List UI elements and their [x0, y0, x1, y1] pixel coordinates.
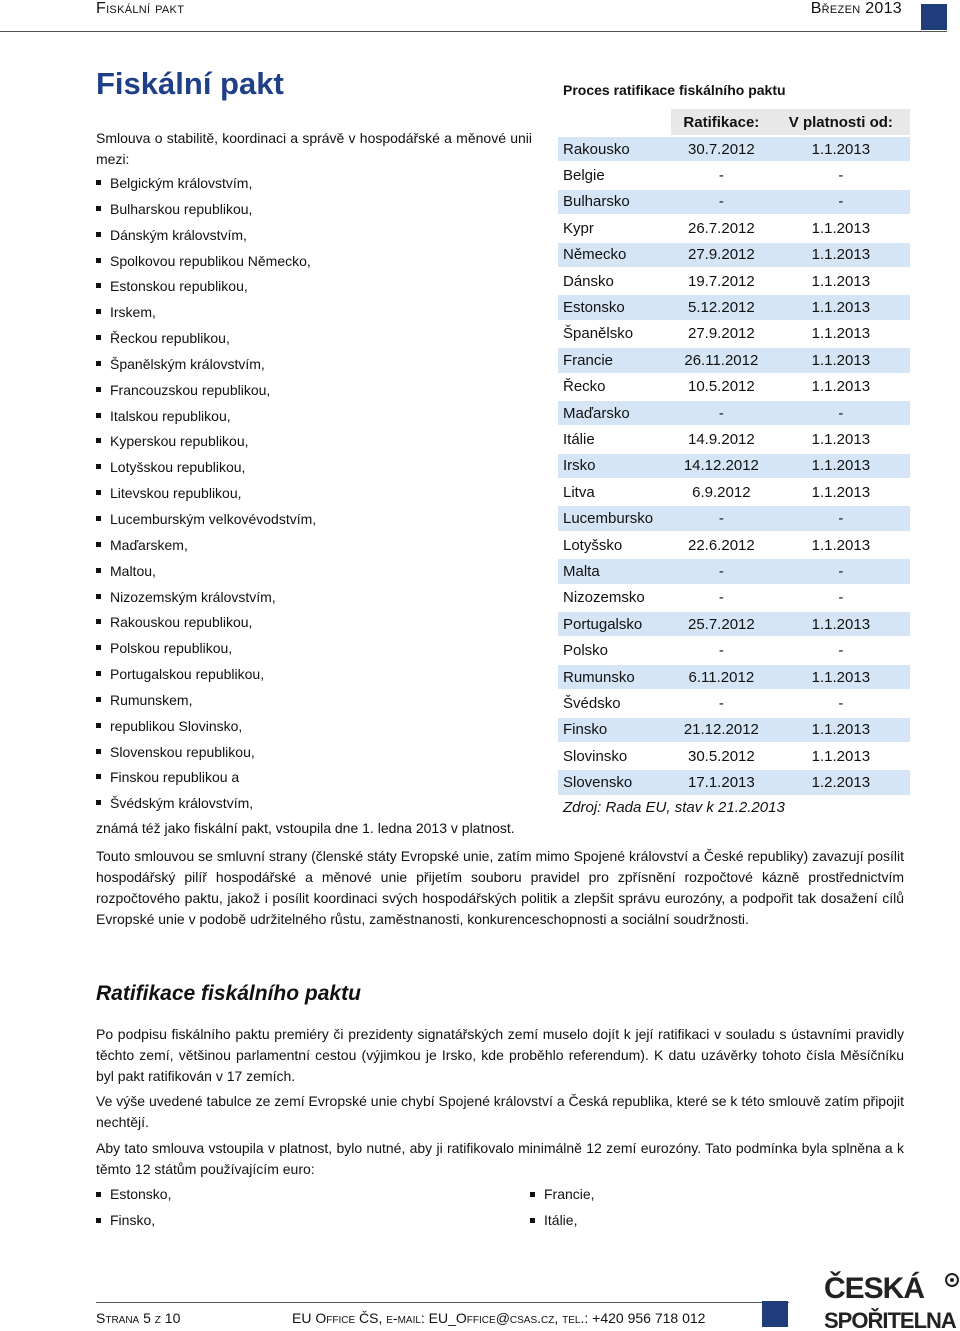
list-item-text: republikou Slovinsko,	[110, 717, 243, 734]
country-cell: Rumunsko	[558, 663, 671, 689]
bullet-icon	[96, 387, 101, 392]
list-item	[96, 611, 536, 637]
table-row	[558, 689, 910, 715]
list-item-text: Belgickým královstvím,	[110, 175, 253, 191]
list-item-text: Estonskou republikou,	[110, 278, 248, 295]
valid-from-cell: 1.1.2013	[772, 663, 910, 689]
table-header-row	[558, 109, 910, 135]
list-item-text: Bulharskou republikou,	[110, 200, 253, 217]
country-cell: Belgie	[558, 161, 671, 187]
country-cell: Nizozemsko	[558, 584, 671, 610]
logo-emblem-icon	[946, 1274, 958, 1286]
table-source: Zdroj: Rada EU, stav k 21.2.2013	[563, 799, 785, 816]
list-item-text: Irskem,	[110, 304, 156, 321]
valid-from-cell: -	[772, 399, 910, 425]
list-item-text: Lotyšskou republikou,	[110, 459, 246, 476]
bullet-icon	[96, 619, 101, 624]
list-item	[96, 224, 536, 250]
valid-from-cell: 1.1.2013	[772, 135, 910, 161]
bullet-icon	[96, 361, 101, 366]
bullet-icon	[96, 671, 101, 676]
ratification-cell: 14.12.2012	[671, 452, 772, 478]
bullet-icon	[96, 309, 101, 314]
header-cell-valid: V platnosti od:	[772, 109, 910, 135]
header-rule	[0, 31, 947, 32]
list-item	[96, 430, 536, 456]
country-cell: Lotyšsko	[558, 531, 671, 557]
bullet-icon	[96, 413, 101, 418]
table-row	[558, 241, 910, 267]
table-row	[558, 610, 910, 636]
bullet-icon	[96, 774, 101, 779]
ratification-cell: 17.1.2013	[671, 768, 772, 794]
list-item-text: Rumunskem,	[110, 691, 193, 708]
table-row	[558, 557, 910, 583]
valid-from-cell: 1.1.2013	[772, 214, 910, 240]
ratification-cell: 27.9.2012	[671, 320, 772, 346]
bullet-icon	[96, 206, 101, 211]
ratification-cell: 30.5.2012	[671, 742, 772, 768]
table-row	[558, 135, 910, 161]
bullet-icon	[96, 723, 101, 728]
ratification-cell: 26.7.2012	[671, 214, 772, 240]
list-item	[530, 1184, 595, 1210]
table-row	[558, 768, 910, 794]
table-row	[558, 531, 910, 557]
paragraph-purpose: Touto smlouvou se smluvní strany (členské státy Evropské unie, zatím mimo Spojené království a České republiky) zavazují posílit hospodářský pilíř hospodářské a měnové unie přijetím souboru pravidel pro zpřísnění rozpočtové kázně prostřednictvím rozpočtového paktu, jakož i posílit koordinaci svých hospodářských politik a zlepšit správu eurozóny, a podpořit tak dosažení cílů Evropské unie v podobě udržitelného růstu, zaměstnanosti, konkurenceschopnosti a sociální soudržnosti.	[96, 848, 904, 927]
ratification-cell: 25.7.2012	[671, 610, 772, 636]
country-cell: Bulharsko	[558, 188, 671, 214]
valid-from-cell: -	[772, 504, 910, 530]
list-item-text: Dánským královstvím,	[110, 226, 247, 243]
paragraph-ratification: Po podpisu fiskálního paktu premiéry či prezidenty signatářských zemí muselo dojít k její ratifikaci v souladu s ústavními pravidly těchto zemí, většinou parlamentní cestou (výjimkou je Irsko, kde proběhlo referendum). K datu uzávěrky tohoto čísla Měsíčníku byl pakt ratifikován v 17 zemích.	[96, 1026, 904, 1084]
logo-line-1: ČESKÁ	[824, 1272, 925, 1305]
country-cell: Polsko	[558, 636, 671, 662]
table-row	[558, 267, 910, 293]
intro-text: Smlouva o stabilitě, koordinaci a správě v hospodářské a měnové unii mezi:	[96, 130, 532, 167]
header-cell-empty	[558, 109, 671, 135]
valid-from-cell: -	[772, 188, 910, 214]
country-cell: Francie	[558, 346, 671, 372]
bullet-icon	[96, 800, 101, 805]
list-item	[96, 250, 536, 276]
footer-contact: EU Office ČS, e-mail: EU_Office@csas.cz, tel.: +420 956 718 012	[292, 1310, 706, 1326]
bullet-icon	[96, 749, 101, 754]
table-row	[558, 504, 910, 530]
list-item	[96, 663, 536, 689]
valid-from-cell: -	[772, 557, 910, 583]
valid-from-cell: 1.1.2013	[772, 425, 910, 451]
valid-from-cell: 1.2.2013	[772, 768, 910, 794]
ratification-cell: 10.5.2012	[671, 373, 772, 399]
bullet-icon	[530, 1218, 535, 1223]
country-cell: Maďarsko	[558, 399, 671, 425]
ratification-cell: 6.11.2012	[671, 663, 772, 689]
footer-rule	[96, 1302, 789, 1303]
list-item-text: Slovenskou republikou,	[110, 743, 255, 760]
valid-from-cell: 1.1.2013	[772, 531, 910, 557]
list-item-text: Rakouskou republikou,	[110, 614, 253, 631]
list-item	[96, 198, 536, 224]
list-item	[96, 327, 536, 353]
parties-list	[96, 172, 536, 818]
country-cell: Slovinsko	[558, 742, 671, 768]
list-item	[96, 172, 536, 198]
table-row	[558, 663, 910, 689]
valid-from-cell: -	[772, 161, 910, 187]
ratification-cell: -	[671, 689, 772, 715]
paragraph-missing-countries: Ve výše uvedené tabulce ze zemí Evropské unie chybí Spojené království a Česká republika, které se k této smlouvě zatím připojit nechtějí.	[96, 1093, 904, 1130]
list-item-text: Kyperskou republikou,	[110, 433, 249, 450]
known-as-text: známá též jako fiskální pakt, vstoupila dne 1. ledna 2013 v platnost.	[96, 820, 515, 836]
list-item	[96, 637, 536, 663]
list-item	[96, 792, 536, 818]
list-item-text: Španělským královstvím,	[110, 355, 265, 372]
list-item-text: Finsko,	[110, 1212, 156, 1228]
valid-from-cell: -	[772, 636, 910, 662]
section-title-ratification: Ratifikace fiskálního paktu	[96, 982, 361, 1005]
valid-from-cell: 1.1.2013	[772, 742, 910, 768]
ratification-cell: 30.7.2012	[671, 135, 772, 161]
page-header	[0, 0, 960, 40]
ratification-cell: 19.7.2012	[671, 267, 772, 293]
valid-from-cell: 1.1.2013	[772, 452, 910, 478]
list-item	[96, 766, 536, 792]
valid-from-cell: -	[772, 689, 910, 715]
list-item	[96, 560, 536, 586]
list-item-text: Maltou,	[110, 562, 156, 579]
list-item	[96, 482, 536, 508]
ratification-cell: -	[671, 584, 772, 610]
valid-from-cell: 1.1.2013	[772, 320, 910, 346]
ratification-cell: -	[671, 399, 772, 425]
country-cell: Finsko	[558, 716, 671, 742]
list-item	[96, 741, 536, 767]
list-item-text: Litevskou republikou,	[110, 485, 242, 502]
table-row	[558, 742, 910, 768]
table-row	[558, 293, 910, 319]
valid-from-cell: 1.1.2013	[772, 610, 910, 636]
table-caption: Proces ratifikace fiskálního paktu	[563, 82, 786, 98]
bullet-icon	[96, 1192, 101, 1197]
list-item-text: Portugalskou republikou,	[110, 666, 265, 683]
country-cell: Španělsko	[558, 320, 671, 346]
list-item	[96, 275, 536, 301]
list-item	[96, 456, 536, 482]
valid-from-cell: -	[772, 584, 910, 610]
bullet-icon	[96, 335, 101, 340]
valid-from-cell: 1.1.2013	[772, 267, 910, 293]
country-cell: Rakousko	[558, 135, 671, 161]
country-cell: Dánsko	[558, 267, 671, 293]
table-row	[558, 161, 910, 187]
list-item	[96, 508, 536, 534]
list-item	[96, 301, 536, 327]
country-cell: Kypr	[558, 214, 671, 240]
country-cell: Německo	[558, 241, 671, 267]
list-item	[96, 689, 536, 715]
list-item-text: Francie,	[544, 1186, 595, 1202]
valid-from-cell: 1.1.2013	[772, 346, 910, 372]
table-row	[558, 346, 910, 372]
list-item-text: Švédským královstvím,	[110, 795, 254, 812]
paragraph-condition: Aby tato smlouva vstoupila v platnost, bylo nutné, aby ji ratifikovalo minimálně 12 zemí eurozóny. Tato podmínka byla splněna a k těmto 12 státům používajícím euro:	[96, 1140, 904, 1177]
ratification-cell: 27.9.2012	[671, 241, 772, 267]
ratification-cell: 22.6.2012	[671, 531, 772, 557]
country-cell: Malta	[558, 557, 671, 583]
valid-from-cell: 1.1.2013	[772, 293, 910, 319]
valid-from-cell: 1.1.2013	[772, 373, 910, 399]
list-item	[96, 353, 536, 379]
euro-list-right	[530, 1184, 595, 1236]
bullet-icon	[96, 232, 101, 237]
table-row	[558, 636, 910, 662]
list-item	[530, 1210, 595, 1236]
bullet-icon	[96, 464, 101, 469]
bullet-icon	[96, 594, 101, 599]
list-item	[96, 586, 536, 612]
table-row	[558, 373, 910, 399]
table-row	[558, 452, 910, 478]
logo-line-2: SPOŘITELNA	[824, 1308, 956, 1331]
bullet-icon	[96, 542, 101, 547]
header-accent-square	[921, 4, 947, 30]
footer-accent-square	[762, 1301, 788, 1327]
country-cell: Estonsko	[558, 293, 671, 319]
list-item	[96, 715, 536, 741]
country-cell: Litva	[558, 478, 671, 504]
table-row	[558, 584, 910, 610]
valid-from-cell: 1.1.2013	[772, 241, 910, 267]
country-cell: Lucembursko	[558, 504, 671, 530]
list-item-text: Spolkovou republikou Německo,	[110, 252, 311, 269]
country-cell: Švédsko	[558, 689, 671, 715]
ratification-cell: -	[671, 504, 772, 530]
ratification-cell: -	[671, 161, 772, 187]
ratification-cell: 14.9.2012	[671, 425, 772, 451]
list-item	[96, 379, 536, 405]
ratification-cell: -	[671, 557, 772, 583]
list-item-text: Polskou republikou,	[110, 640, 233, 657]
header-date: Březen 2013	[810, 0, 902, 17]
table-row	[558, 320, 910, 346]
bullet-icon	[96, 438, 101, 443]
list-item	[96, 405, 536, 431]
bullet-icon	[96, 1218, 101, 1223]
country-cell: Slovensko	[558, 768, 671, 794]
euro-list-left	[96, 1184, 171, 1236]
bullet-icon	[96, 283, 101, 288]
list-item-text: Italskou republikou,	[110, 407, 231, 424]
header-title: Fiskální pakt	[96, 0, 185, 17]
country-cell: Portugalsko	[558, 610, 671, 636]
country-cell: Itálie	[558, 425, 671, 451]
bullet-icon	[96, 258, 101, 263]
bullet-icon	[96, 568, 101, 573]
list-item	[96, 1184, 171, 1210]
list-item-text: Řeckou republikou,	[110, 330, 230, 347]
ratification-cell: 6.9.2012	[671, 478, 772, 504]
country-cell: Irsko	[558, 452, 671, 478]
ratification-table	[558, 109, 910, 795]
table-row	[558, 399, 910, 425]
list-item-text: Estonsko,	[110, 1186, 172, 1202]
table-row	[558, 425, 910, 451]
list-item-text: Maďarskem,	[110, 536, 188, 553]
ceska-sporitelna-logo	[822, 1268, 960, 1331]
ratification-cell: 21.12.2012	[671, 716, 772, 742]
bullet-icon	[530, 1192, 535, 1197]
table-row	[558, 716, 910, 742]
list-item-text: Itálie,	[544, 1212, 578, 1228]
footer-page-number: Strana 5 z 10	[96, 1310, 181, 1326]
table-row	[558, 214, 910, 240]
list-item	[96, 534, 536, 560]
list-item	[96, 1210, 171, 1236]
bullet-icon	[96, 516, 101, 521]
list-item-text: Francouzskou republikou,	[110, 381, 271, 398]
country-cell: Řecko	[558, 373, 671, 399]
valid-from-cell: 1.1.2013	[772, 478, 910, 504]
bullet-icon	[96, 645, 101, 650]
bullet-icon	[96, 697, 101, 702]
ratification-cell: -	[671, 188, 772, 214]
bullet-icon	[96, 490, 101, 495]
page-title: Fiskální pakt	[96, 66, 284, 101]
list-item-text: Finskou republikou a	[110, 769, 240, 786]
ratification-cell: 5.12.2012	[671, 293, 772, 319]
table-row	[558, 188, 910, 214]
valid-from-cell: 1.1.2013	[772, 716, 910, 742]
table-row	[558, 478, 910, 504]
header-cell-ratification: Ratifikace:	[671, 109, 772, 135]
ratification-cell: -	[671, 636, 772, 662]
bullet-icon	[96, 180, 101, 185]
list-item-text: Nizozemským královstvím,	[110, 588, 276, 605]
table-body	[558, 135, 910, 795]
list-item-text: Lucemburským velkovévodstvím,	[110, 510, 317, 527]
ratification-cell: 26.11.2012	[671, 346, 772, 372]
